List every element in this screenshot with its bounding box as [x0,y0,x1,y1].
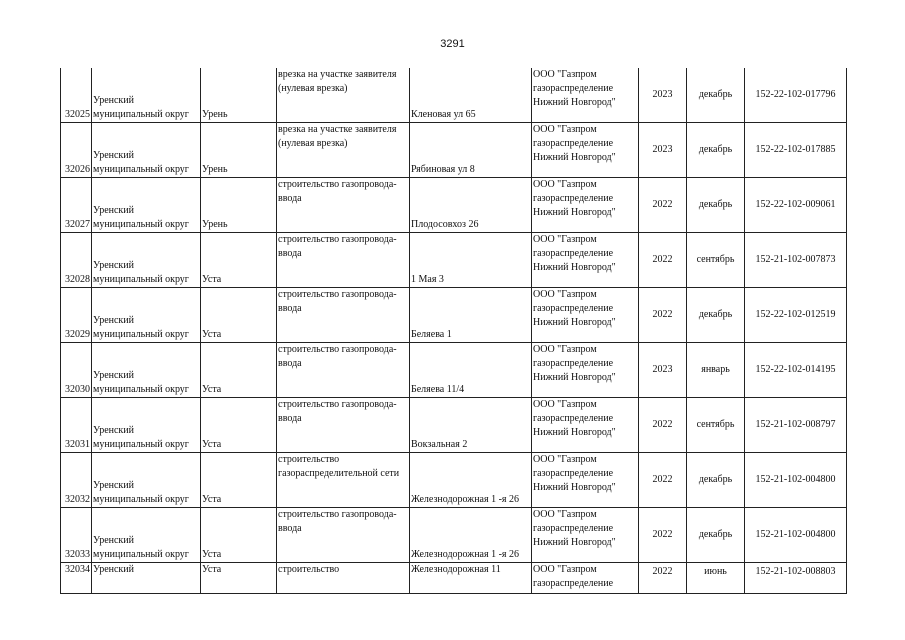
cell-text-town: Урень [202,219,228,230]
row-number [61,123,92,178]
code-cell [745,68,847,123]
year-cell [639,123,687,178]
settlement-cell [201,453,277,508]
cell-text-year: 2022 [652,529,673,540]
cell-text-work-l2: газораспределительной сети [278,468,400,479]
row-number [61,563,92,594]
cell-text-num: 32028 [65,274,90,285]
district-cell [92,178,201,233]
cell-text-month: июнь [704,566,727,577]
organization-cell [532,178,639,233]
cell-text-num: 32032 [65,494,90,505]
month-cell [687,563,745,594]
district-cell [92,233,201,288]
row-number [61,233,92,288]
cell-text-town: Уста [202,564,222,575]
year-cell [639,398,687,453]
cell-text-district-l2: муниципальный округ [93,219,189,230]
cell-text-district-l2: муниципальный округ [93,164,189,175]
cell-text-year: 2022 [652,254,673,265]
cell-text-month: декабрь [698,89,733,100]
cell-text-org-l3: Нижний Новгород" [533,427,616,438]
organization-cell [532,563,639,594]
cell-text-org-l3: Нижний Новгород" [533,317,616,328]
cell-text-town: Уста [202,384,222,395]
cell-text-work-l2: ввода [278,358,302,369]
address-cell [410,123,532,178]
cell-text-district-l1: Уренский [93,370,134,381]
work-type-cell [277,288,410,343]
year-cell [639,343,687,398]
cell-text-address: Плодосовхоз 26 [411,219,479,230]
work-type-cell [277,508,410,563]
cell-text-code: 152-22-102-017796 [755,89,836,100]
code-cell [745,453,847,508]
code-cell [745,398,847,453]
cell-text-year: 2022 [652,566,673,577]
address-cell [410,288,532,343]
row-number [61,398,92,453]
cell-text-district-l1: Уренский [93,205,134,216]
work-type-cell [277,343,410,398]
cell-text-org-l2: газораспределение [533,193,614,204]
cell-text-work-l1: врезка на участке заявителя [278,124,397,135]
table-row [61,563,847,594]
table-row [61,288,847,343]
row-number [61,178,92,233]
cell-text-work-l2: ввода [278,303,302,314]
cell-text-district-l1: Уренский [93,480,134,491]
cell-text-town: Урень [202,109,228,120]
cell-text-org-l1: ООО "Газпром [533,399,597,410]
month-cell [687,398,745,453]
cell-text-org-l2: газораспределение [533,578,614,589]
cell-text-town: Уста [202,329,222,340]
cell-text-year: 2022 [652,199,673,210]
cell-text-district-l1: Уренский [93,150,134,161]
cell-text-district-l2: Уренский [93,564,134,575]
work-type-cell [277,68,410,123]
table-row [61,343,847,398]
address-cell [410,398,532,453]
cell-text-num: 32033 [65,549,90,560]
cell-text-year: 2023 [652,89,673,100]
cell-text-address: 1 Мая 3 [411,274,444,285]
address-cell [410,68,532,123]
cell-text-org-l2: газораспределение [533,138,614,149]
cell-text-num: 32026 [65,164,90,175]
settlement-cell [201,508,277,563]
cell-text-num: 32030 [65,384,90,395]
cell-text-num: 32034 [65,564,90,575]
address-cell [410,178,532,233]
work-type-cell [277,453,410,508]
cell-text-code: 152-21-102-004800 [755,529,836,540]
cell-text-address: Беляева 11/4 [411,384,465,395]
work-type-cell [277,398,410,453]
cell-text-org-l1: ООО "Газпром [533,124,597,135]
month-cell [687,288,745,343]
cell-text-address: Рябиновая ул 8 [411,164,475,175]
cell-text-org-l3: Нижний Новгород" [533,372,616,383]
cell-text-org-l2: газораспределение [533,248,614,259]
year-cell [639,508,687,563]
cell-text-org-l3: Нижний Новгород" [533,207,616,218]
month-cell [687,508,745,563]
year-cell [639,68,687,123]
cell-text-district-l2: муниципальный округ [93,384,189,395]
cell-text-work-l2: (нулевая врезка) [278,83,348,94]
table-row [61,508,847,563]
year-cell [639,563,687,594]
row-number [61,343,92,398]
district-cell [92,343,201,398]
cell-text-org-l3: Нижний Новгород" [533,152,616,163]
cell-text-work-l1: строительство газопровода- [278,399,397,410]
month-cell [687,453,745,508]
cell-text-org-l3: Нижний Новгород" [533,262,616,273]
cell-text-town: Урень [202,164,228,175]
cell-text-org-l1: ООО "Газпром [533,564,597,575]
cell-text-town: Уста [202,274,222,285]
page-number: 3291 [440,38,465,50]
cell-text-district-l2: муниципальный округ [93,274,189,285]
cell-text-org-l3: Нижний Новгород" [533,482,616,493]
cell-text-org-l1: ООО "Газпром [533,454,597,465]
cell-text-code: 152-21-102-008797 [755,419,836,430]
cell-text-district-l1: Уренский [93,315,134,326]
cell-text-month: сентябрь [696,254,735,265]
cell-text-num: 32025 [65,109,90,120]
work-type-cell [277,123,410,178]
cell-text-district-l1: Уренский [93,95,134,106]
cell-text-work-l1: строительство газопровода- [278,289,397,300]
cell-text-work-l2: ввода [278,413,302,424]
cell-text-org-l1: ООО "Газпром [533,344,597,355]
row-number [61,68,92,123]
cell-text-code: 152-21-102-008803 [755,566,836,577]
cell-text-code: 152-22-102-017885 [755,144,836,155]
organization-cell [532,68,639,123]
cell-text-address: Железнодорожная 1 -я 26 [411,549,520,560]
table-row [61,453,847,508]
year-cell [639,453,687,508]
cell-text-district-l2: муниципальный округ [93,109,189,120]
row-number [61,508,92,563]
month-cell [687,68,745,123]
cell-text-org-l3: Нижний Новгород" [533,97,616,108]
cell-text-org-l2: газораспределение [533,358,614,369]
row-number [61,453,92,508]
cell-text-work-l1: врезка на участке заявителя [278,69,397,80]
cell-text-district-l2: муниципальный округ [93,494,189,505]
month-cell [687,343,745,398]
cell-text-org-l3: Нижний Новгород" [533,537,616,548]
settlement-cell [201,288,277,343]
cell-text-org-l1: ООО "Газпром [533,289,597,300]
table-row [61,178,847,233]
code-cell [745,288,847,343]
settlement-cell [201,178,277,233]
cell-text-org-l2: газораспределение [533,413,614,424]
code-cell [745,123,847,178]
settlement-cell [201,563,277,594]
gasification-table [60,68,847,594]
cell-text-address: Вокзальная 2 [411,439,468,450]
district-cell [92,68,201,123]
code-cell [745,233,847,288]
cell-text-town: Уста [202,549,222,560]
organization-cell [532,453,639,508]
work-type-cell [277,233,410,288]
cell-text-address: Кленовая ул 65 [411,109,476,120]
cell-text-work-l1: строительство газопровода- [278,234,397,245]
cell-text-org-l2: газораспределение [533,83,614,94]
settlement-cell [201,123,277,178]
cell-text-work-l1: строительство газопровода- [278,509,397,520]
cell-text-month: декабрь [698,474,733,485]
year-cell [639,178,687,233]
cell-text-code: 152-22-102-009061 [755,199,836,210]
cell-text-month: сентябрь [696,419,735,430]
cell-text-code: 152-21-102-004800 [755,474,836,485]
address-cell [410,563,532,594]
cell-text-month: декабрь [698,199,733,210]
cell-text-district-l2: муниципальный округ [93,439,189,450]
district-cell [92,288,201,343]
cell-text-month: декабрь [698,309,733,320]
address-cell [410,453,532,508]
month-cell [687,233,745,288]
cell-text-work-l1: строительство газопровода- [278,344,397,355]
cell-text-month: декабрь [698,529,733,540]
cell-text-org-l2: газораспределение [533,523,614,534]
cell-text-work-l2: ввода [278,523,302,534]
month-cell [687,123,745,178]
settlement-cell [201,68,277,123]
address-cell [410,233,532,288]
code-cell [745,343,847,398]
cell-text-work-l2: (нулевая врезка) [278,138,348,149]
cell-text-code: 152-22-102-012519 [755,309,836,320]
table-row [61,123,847,178]
row-number [61,288,92,343]
cell-text-org-l1: ООО "Газпром [533,234,597,245]
month-cell [687,178,745,233]
work-type-cell [277,178,410,233]
cell-text-num: 32031 [65,439,90,450]
district-cell [92,123,201,178]
cell-text-month: декабрь [698,144,733,155]
table-row [61,68,847,123]
address-cell [410,508,532,563]
district-cell [92,453,201,508]
district-cell [92,563,201,594]
table-row [61,233,847,288]
settlement-cell [201,343,277,398]
cell-text-work-l1: строительство газопровода- [278,179,397,190]
cell-text-year: 2022 [652,309,673,320]
cell-text-year: 2023 [652,364,673,375]
cell-text-month: январь [701,364,730,375]
code-cell [745,508,847,563]
year-cell [639,233,687,288]
cell-text-num: 32029 [65,329,90,340]
cell-text-year: 2022 [652,474,673,485]
cell-text-town: Уста [202,439,222,450]
table-row [61,398,847,453]
cell-text-address: Беляева 1 [411,329,452,340]
organization-cell [532,288,639,343]
cell-text-address: Железнодорожная 1 -я 26 [411,494,520,505]
cell-text-district-l2: муниципальный округ [93,549,189,560]
cell-text-work-l2: ввода [278,193,302,204]
cell-text-district-l1: Уренский [93,260,134,271]
organization-cell [532,343,639,398]
cell-text-code: 152-21-102-007873 [755,254,836,265]
organization-cell [532,508,639,563]
district-cell [92,398,201,453]
cell-text-address: Железнодорожная 11 [411,564,501,575]
cell-text-org-l1: ООО "Газпром [533,179,597,190]
settlement-cell [201,233,277,288]
address-cell [410,343,532,398]
cell-text-district-l1: Уренский [93,425,134,436]
cell-text-code: 152-22-102-014195 [755,364,836,375]
work-type-cell [277,563,410,594]
cell-text-num: 32027 [65,219,90,230]
code-cell [745,178,847,233]
cell-text-district-l2: муниципальный округ [93,329,189,340]
cell-text-town: Уста [202,494,222,505]
cell-text-org-l1: ООО "Газпром [533,69,597,80]
cell-text-year: 2022 [652,419,673,430]
cell-text-work-l1: строительство [278,454,340,465]
cell-text-org-l2: газораспределение [533,303,614,314]
organization-cell [532,398,639,453]
settlement-cell [201,398,277,453]
code-cell [745,563,847,594]
cell-text-org-l2: газораспределение [533,468,614,479]
cell-text-year: 2023 [652,144,673,155]
cell-text-work-l2: строительство [278,564,340,575]
district-cell [92,508,201,563]
cell-text-org-l1: ООО "Газпром [533,509,597,520]
year-cell [639,288,687,343]
organization-cell [532,233,639,288]
cell-text-work-l2: ввода [278,248,302,259]
cell-text-district-l1: Уренский [93,535,134,546]
organization-cell [532,123,639,178]
